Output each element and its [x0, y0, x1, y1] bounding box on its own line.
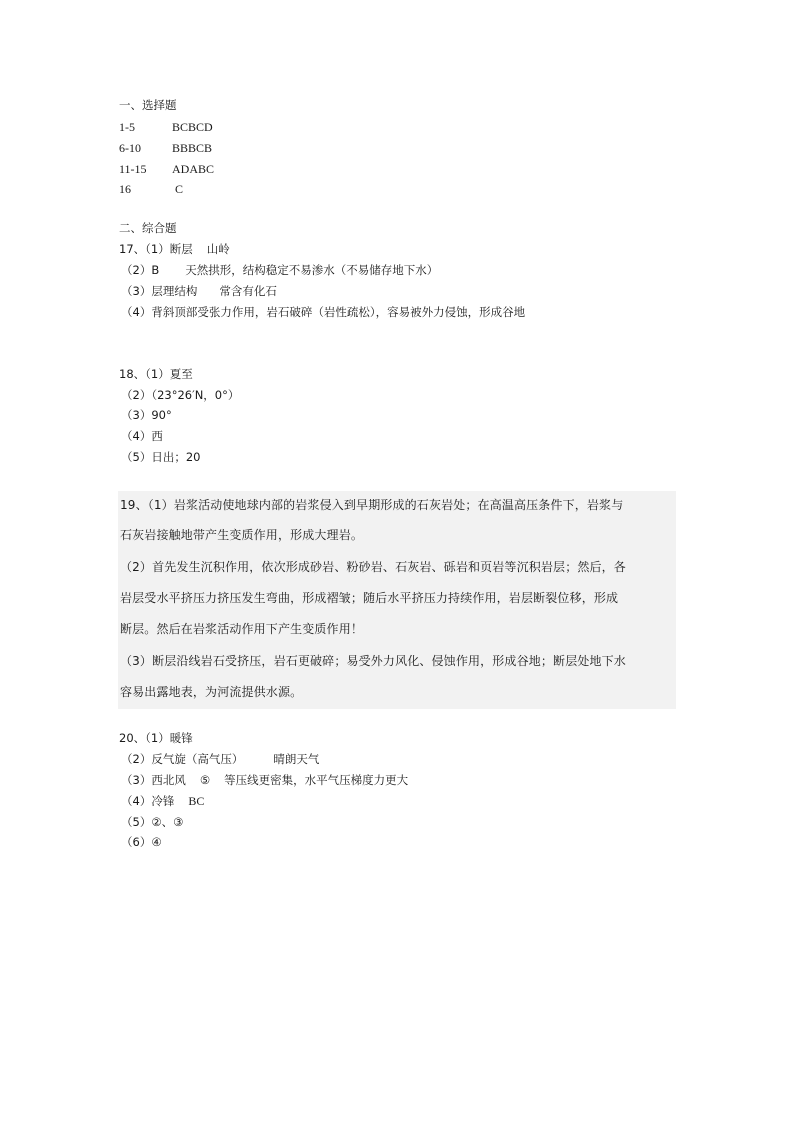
q20-part2: （2）反气旋（高气压） — [121, 752, 244, 766]
q20-part3b: ⑤ — [199, 773, 211, 787]
answer-row — [119, 119, 213, 135]
q20-part3: （3）西北风 — [121, 773, 186, 787]
q17-part3: （3）层理结构 — [121, 284, 198, 298]
q19-line2: 石灰岩接触地带产生变质作用，形成大理岩。 — [120, 528, 364, 542]
q17-part3b: 常含有化石 — [219, 284, 277, 298]
q20-line5: （5）②、③ — [121, 815, 184, 829]
q19-line3: （2）首先发生沉积作用，依次形成砂岩、粉砂岩、石灰岩、砾岩和页岩等沉积岩层；然后，各 — [120, 560, 626, 574]
q18-line4: （4）西 — [121, 429, 163, 443]
q18-line5: （5）日出；20 — [121, 450, 201, 464]
answer-range: 11-15 — [119, 162, 147, 176]
q17-line4: （4）背斜顶部受张力作用，岩石破碎（岩性疏松），容易被外力侵蚀，形成谷地 — [121, 305, 526, 319]
q18-line3: （3）90° — [121, 408, 172, 422]
q20-line1: 20、（1）暖锋 — [119, 731, 193, 745]
q17-part1b: 山岭 — [206, 242, 230, 256]
q17-line3 — [121, 283, 277, 299]
q20-part4: （4）冷锋 — [121, 794, 175, 808]
q19-line1: 19、（1）岩浆活动使地球内部的岩浆侵入到早期形成的石灰岩处；在高温高压条件下，岩浆与 — [120, 498, 624, 512]
q17-part2: （2）B — [121, 263, 160, 277]
q19-line5: 断层。然后在岩浆活动作用下产生变质作用！ — [120, 622, 364, 636]
q20-part4b: BC — [188, 794, 205, 808]
answer-row — [119, 181, 183, 197]
section1-title: 一、选择题 — [119, 98, 177, 112]
q19-line4: 岩层受水平挤压力挤压发生弯曲，形成褶皱；随后水平挤压力持续作用，岩层断裂位移，形成 — [120, 591, 619, 605]
q20-line2 — [121, 751, 319, 767]
answer-row — [119, 140, 212, 156]
answer-letters: BBBCB — [172, 141, 213, 155]
q18-line2: （2）（23°26′N，0°） — [121, 388, 240, 402]
q19-line7: 容易出露地表，为河流提供水源。 — [120, 685, 303, 699]
answer-letters: BCBCD — [172, 120, 213, 134]
q20-part2b: 晴朗天气 — [273, 752, 320, 766]
answer-range: 6-10 — [119, 141, 141, 155]
q17-line2 — [121, 262, 438, 278]
q17-part1: 17、（1）断层 — [119, 242, 193, 256]
q20-line6: （6）④ — [121, 835, 162, 849]
section2-title: 二、综合题 — [119, 221, 177, 235]
q20-line3 — [121, 772, 408, 788]
q19-block — [118, 491, 676, 709]
q17-line1 — [119, 241, 230, 257]
q20-part3c: 等压线更密集，水平气压梯度力更大 — [224, 773, 409, 787]
q19-line6: （3）断层沿线岩石受挤压，岩石更破碎；易受外力风化、侵蚀作用，形成谷地；断层处地下水 — [120, 654, 626, 668]
q17-part2b: 天然拱形，结构稳定不易渗水（不易储存地下水） — [185, 263, 439, 277]
answer-letters: C — [175, 182, 184, 196]
q18-line1: 18、（1）夏至 — [119, 367, 193, 381]
q20-line4 — [121, 793, 204, 809]
answer-letters: ADABC — [172, 162, 215, 176]
answer-range: 1-5 — [119, 120, 135, 134]
answer-range: 16 — [119, 182, 131, 196]
answer-row — [119, 161, 214, 177]
